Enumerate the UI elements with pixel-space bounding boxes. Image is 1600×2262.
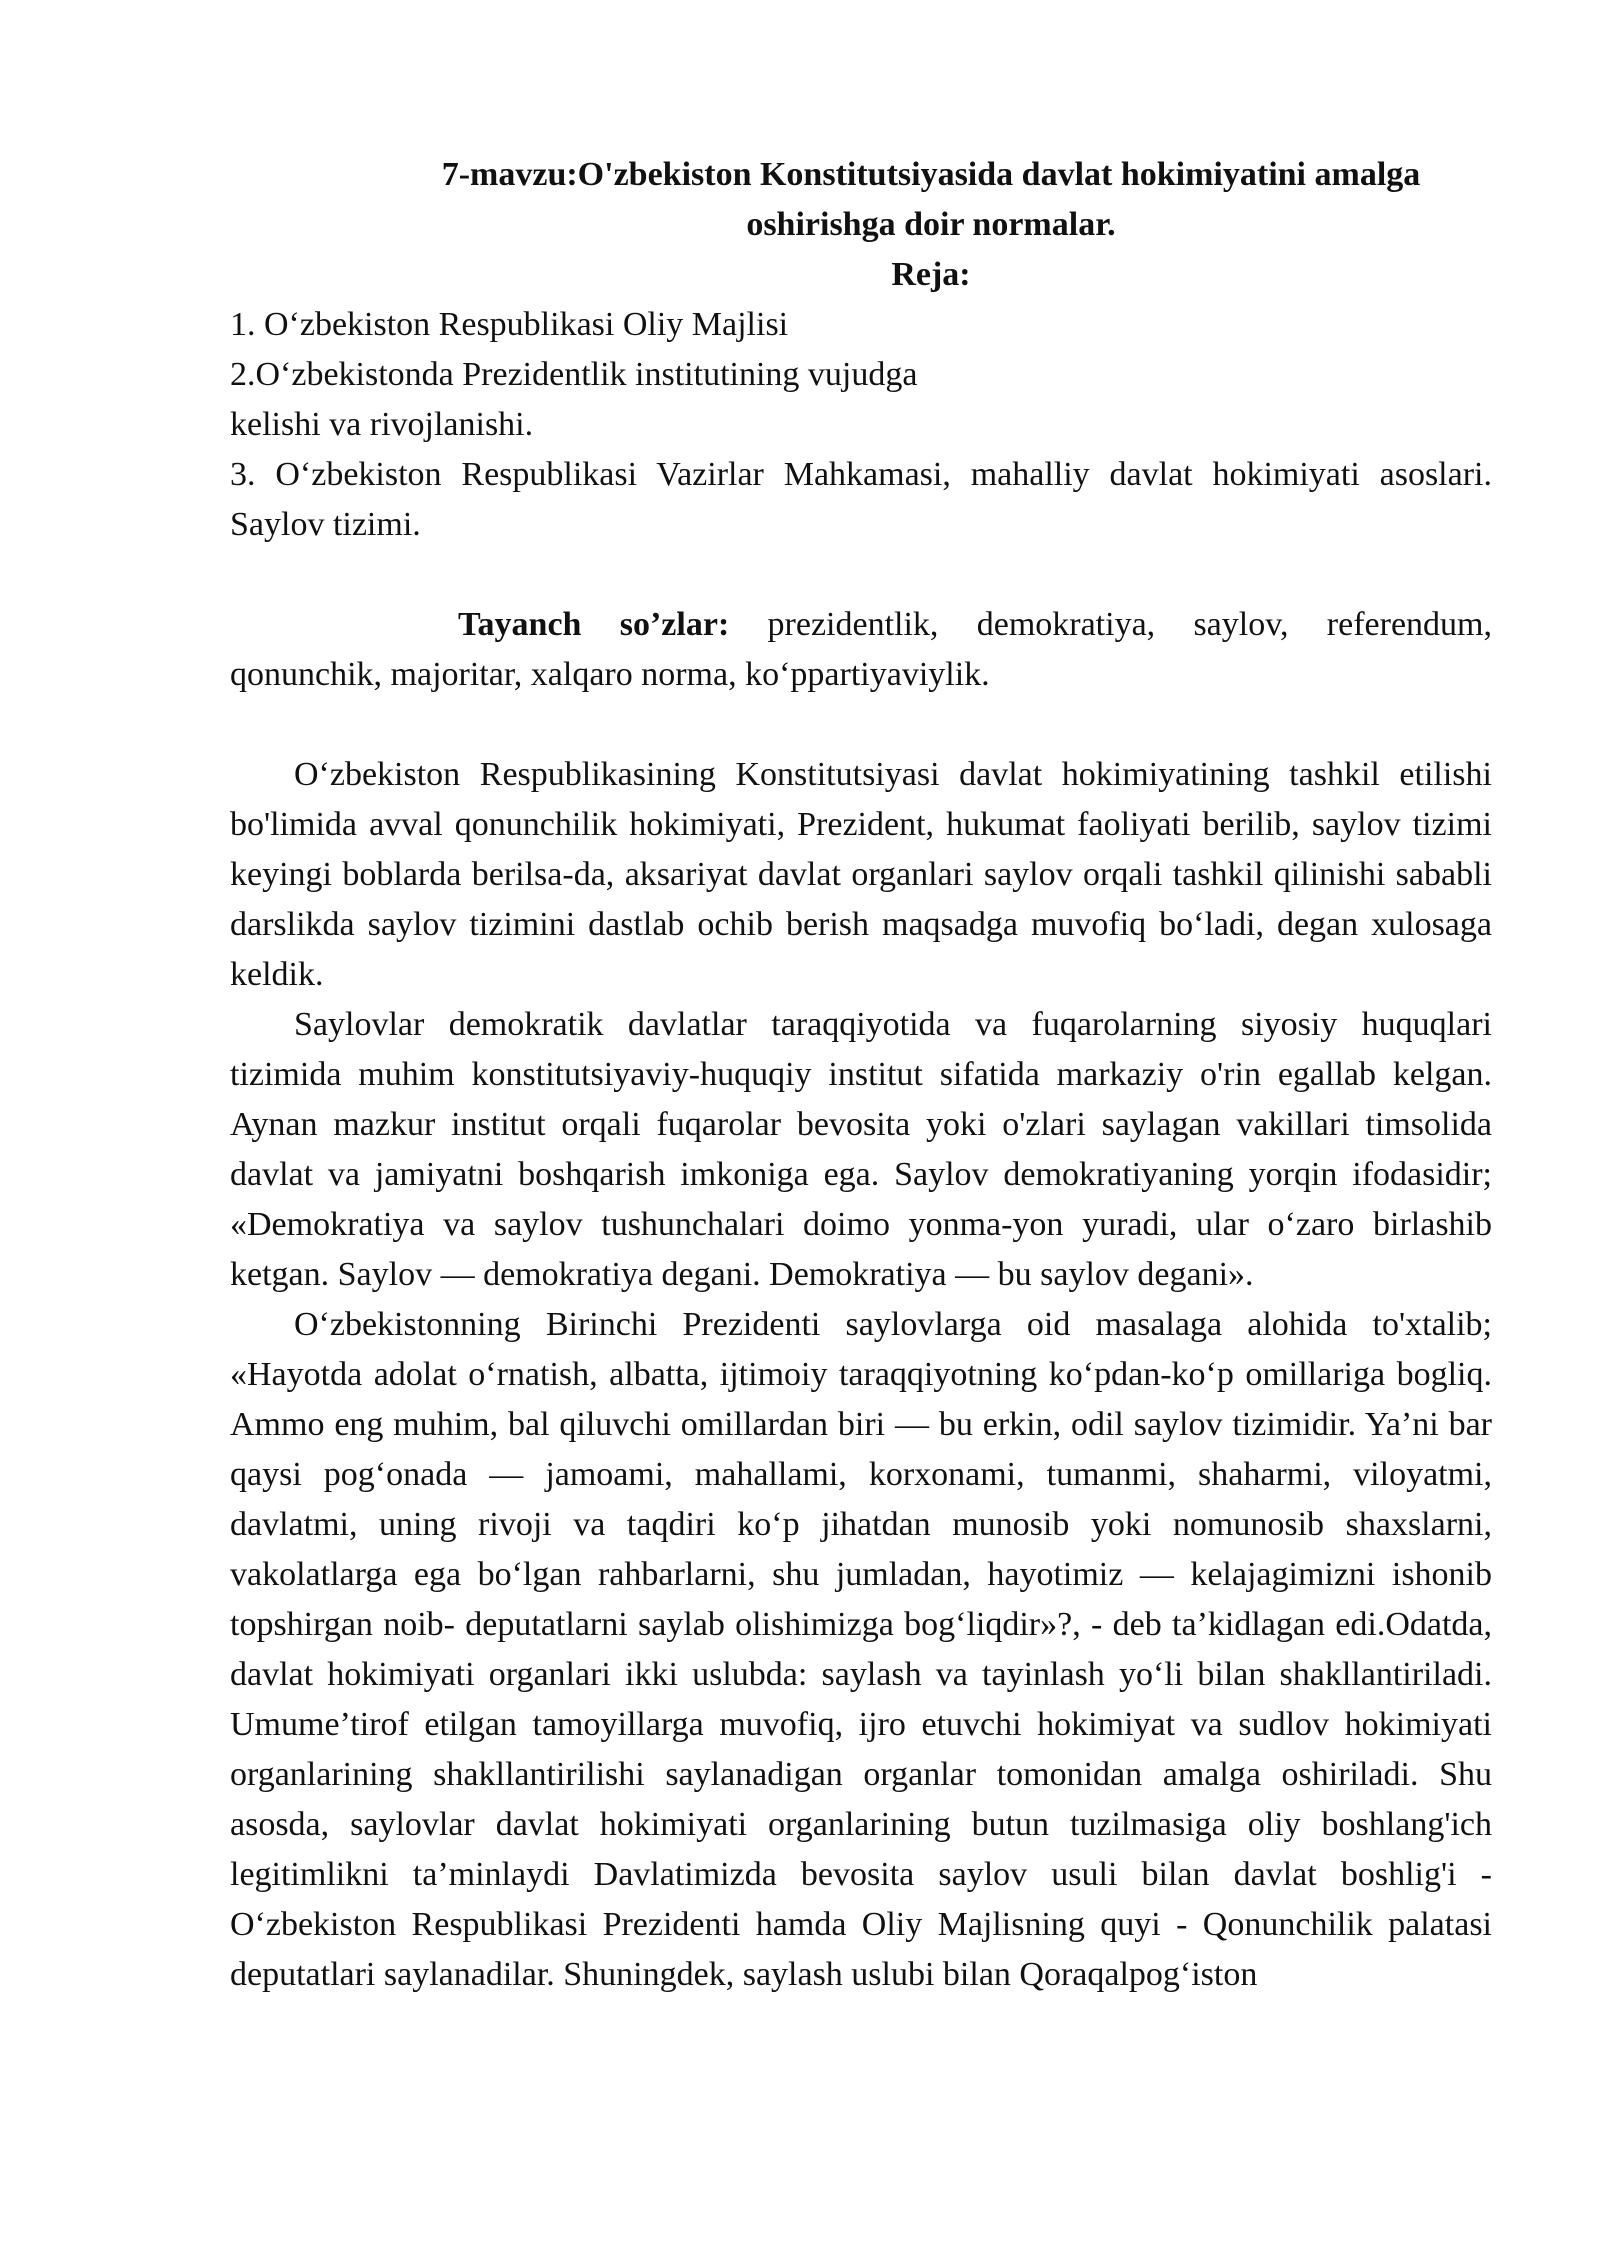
keywords-paragraph	[230, 600, 1492, 700]
body-paragraph-1: Oʻzbekiston Respublikasining Konstitutsiyasi davlat hokimiyatining tashkil etilishi bo'limida avval qonunchilik hokimiyati, Prezident, hukumat faoliyati berilib, saylov tizimi keyingi boblarda berilsa-da, aksariyat davlat organlari saylov orqali tashkil qilinishi sababli darslikda saylov tizimini dastlab ochib berish maqsadga muvofiq boʻladi, degan xulosaga keldik.	[230, 756, 1492, 993]
plan-item-2: 2.Oʻzbekistonda Prezidentlik institutining vujudga	[230, 356, 918, 393]
document-title: 7-mavzu:O'zbekiston Konstitutsiyasida davlat hokimiyatini amalga	[441, 156, 1421, 193]
plan-heading: Reja:	[891, 256, 971, 293]
plan-item-2-continued: kelishi va rivojlanishi.	[230, 406, 534, 443]
document-page	[230, 150, 1492, 2000]
plan-item-1: 1. Oʻzbekiston Respublikasi Oliy Majlisi	[230, 306, 789, 343]
body-paragraph-2: Saylovlar demokratik davlatlar taraqqiyotida va fuqarolarning siyosiy huquqlari tizimida muhim konstitutsiyaviy-huquqiy institut sifatida markaziy o'rin egallab kelgan. Aynan mazkur institut orqali fuqarolar bevosita yoki o'zlari saylagan vakillari timsolida davlat va jamiyatni boshqarish imkoniga ega. Saylov demokratiyaning yorqin ifodasidir; «Demokratiya va saylov tushunchalari doimo yonma-yon yuradi, ular oʻzaro birlashib ketgan. Saylov — demokratiya degani. Demokratiya — bu saylov degani».	[230, 1006, 1492, 1293]
keywords-text: prezidentlik, demokratiya, saylov, referendum, qonunchik, majoritar, xalqaro norma, koʻppartiyaviylik.	[230, 606, 1492, 693]
plan-item-3: 3. Oʻzbekiston Respublikasi Vazirlar Mahkamasi, mahalliy davlat hokimiyati asoslari. Saylov tizimi.	[230, 456, 1492, 543]
keywords-label: Tayanch so’zlar:	[458, 606, 730, 643]
body-paragraph-3: Oʻzbekistonning Birinchi Prezidenti saylovlarga oid masalaga alohida to'xtalib; «Hayotda adolat oʻrnatish, albatta, ijtimoiy taraqqiyotning koʻpdan-koʻp omillariga bogliq. Ammo eng muhim, bal qiluvchi omillardan biri — bu erkin, odil saylov tizimidir. Ya’ni bar qaysi pogʻonada — jamoami, mahallami, korxonami, tumanmi, shaharmi, viloyatmi, davlatmi, uning rivoji va taqdiri koʻp jihatdan munosib yoki nomunosib shaxslarni, vakolatlarga ega boʻlgan rahbarlarni, shu jumladan, hayotimiz — kelajagimizni ishonib topshirgan noib- deputatlarni saylab olishimizga bogʻliqdir»?, - deb ta’kidlagan edi.Odatda, davlat hokimiyati organlari ikki uslubda: saylash va tayinlash yoʻli bilan shakllantiriladi. Umume’tirof etilgan tamoyillarga muvofiq, ijro etuvchi hokimiyat va sudlov hokimiyati organlarining shakllantirilishi saylanadigan organlar tomonidan amalga oshiriladi. Shu asosda, saylovlar davlat hokimiyati organlarining butun tuzilmasiga oliy boshlang'ich legitimlikni ta’minlaydi Davlatimizda bevosita saylov usuli bilan davlat boshlig'i - Oʻzbekiston Respublikasi Prezidenti hamda Oliy Majlisning quyi - Qonunchilik palatasi deputatlari saylanadilar. Shuningdek, saylash uslubi bilan Qoraqalpogʻiston	[230, 1306, 1492, 1993]
document-title-continued: oshirishga doir normalar.	[746, 206, 1116, 243]
